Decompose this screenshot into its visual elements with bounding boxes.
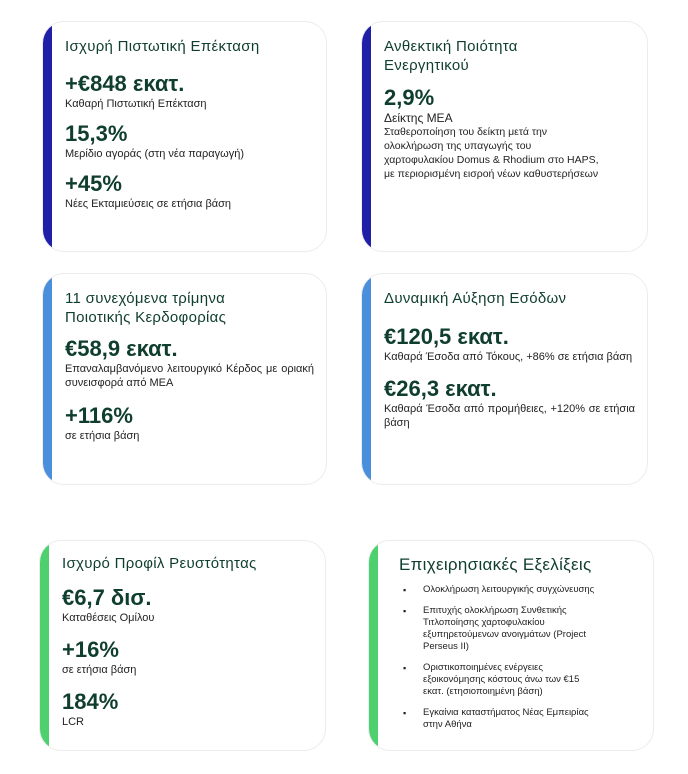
card-liquidity <box>39 540 326 751</box>
bullet-icon: ▪ <box>403 606 407 616</box>
bullet-icon: ▪ <box>403 663 407 673</box>
card-title: Δυναμική Αύξηση Εσόδων <box>384 290 567 307</box>
metric-value: €6,7 δισ. <box>62 585 152 610</box>
metric-value: +16% <box>62 637 119 662</box>
bullet-line: στην Αθήνα <box>423 719 472 730</box>
bullet-line: Εγκαίνια καταστήματος Νέας Εμπειρίας <box>423 707 589 718</box>
bullet-line: Perseus II) <box>423 641 469 652</box>
card-title: Ισχυρό Προφίλ Ρευστότητας <box>62 555 257 572</box>
bullet-icon: ▪ <box>403 585 407 595</box>
bullet-line: Ολοκλήρωση λειτουργικής συγχώνευσης <box>423 584 595 595</box>
card-title: Επιχειρησιακές Εξελίξεις <box>399 555 592 574</box>
description-line: με περιορισμένη εισροή νέων καθυστερήσεων <box>384 168 599 180</box>
description-line: ολοκλήρωση της υπαγωγής του <box>384 140 532 152</box>
bullet-item <box>399 707 641 731</box>
bullet-line: εξοικονόμησης κόστους άνω των €15 <box>423 674 580 685</box>
bullet-item <box>399 605 641 653</box>
metric-label: Μερίδιο αγοράς (στη νέα παραγωγή) <box>65 148 245 160</box>
card-title-line: Ενεργητικού <box>384 57 469 74</box>
bullet-line: Οριστικοποιημένες ενέργειες <box>423 662 543 673</box>
metric-label: Νέες Εκταμιεύσεις σε ετήσια βάση <box>65 198 232 210</box>
metric-label: Δείκτης ΜΕΑ <box>384 111 453 125</box>
metric-value: 184% <box>62 689 119 714</box>
metric-value: 15,3% <box>65 121 128 146</box>
card-revenue-growth <box>361 273 648 485</box>
card-operational-developments <box>368 540 654 751</box>
bullet-item <box>399 662 641 698</box>
metric-value: +116% <box>65 403 133 428</box>
bullet-item <box>399 584 641 596</box>
metric-value: €120,5 εκατ. <box>384 324 509 349</box>
card-title-line: Ανθεκτική Ποιότητα <box>384 38 518 55</box>
metric-value: +45% <box>65 171 122 196</box>
card-asset-quality <box>361 21 648 252</box>
metric-label: LCR <box>62 716 85 728</box>
accent-bar <box>40 541 49 750</box>
metric-label: Καθαρά Έσοδα από προμήθειες, +120% σε ετήσια βάση <box>384 403 635 429</box>
metric-value: €58,9 εκατ. <box>65 336 178 361</box>
metric-value: 2,9% <box>384 85 435 110</box>
card-credit-expansion <box>42 21 327 252</box>
description-line: Σταθεροποίηση του δείκτη μετά την <box>384 126 548 138</box>
card-title-line: Ποιοτικής Κερδοφορίας <box>65 309 227 326</box>
bullet-line: Τιτλοποίησης χαρτοφυλακίου <box>423 617 545 628</box>
accent-bar <box>362 274 371 484</box>
card-title-line: 11 συνεχόμενα τρίμηνα <box>65 290 226 307</box>
metric-label: Επαναλαμβανόμενο λειτουργικό Κέρδος με οριακή συνεισφορά από ΜΕΑ <box>65 363 314 389</box>
metric-label: σε ετήσια βάση <box>62 664 137 676</box>
metric-label: σε ετήσια βάση <box>65 430 140 442</box>
accent-bar <box>43 22 52 251</box>
accent-bar <box>362 22 371 251</box>
metric-value: €26,3 εκατ. <box>384 376 497 401</box>
bullet-line: Επιτυχής ολοκλήρωση Συνθετικής <box>423 605 567 616</box>
metric-label: Καταθέσεις Ομίλου <box>62 612 155 624</box>
bullet-icon: ▪ <box>403 708 407 718</box>
metric-value: +€848 εκατ. <box>65 71 185 96</box>
card-profitability <box>42 273 327 485</box>
bullet-line: εξυπηρετούμενων ανοιγμάτων (Project <box>423 629 587 640</box>
card-title: Ισχυρή Πιστωτική Επέκταση <box>65 38 260 55</box>
metric-label: Καθαρά Έσοδα από Τόκους, +86% σε ετήσια βάση <box>384 351 633 363</box>
accent-bar <box>369 541 378 750</box>
accent-bar <box>43 274 52 484</box>
bullet-line: εκατ. (ετησιοποιημένη βάση) <box>423 686 543 697</box>
description-line: χαρτοφυλακίου Domus & Rhodium στο HAPS, <box>384 154 599 166</box>
metric-label: Καθαρή Πιστωτική Επέκταση <box>65 98 207 110</box>
